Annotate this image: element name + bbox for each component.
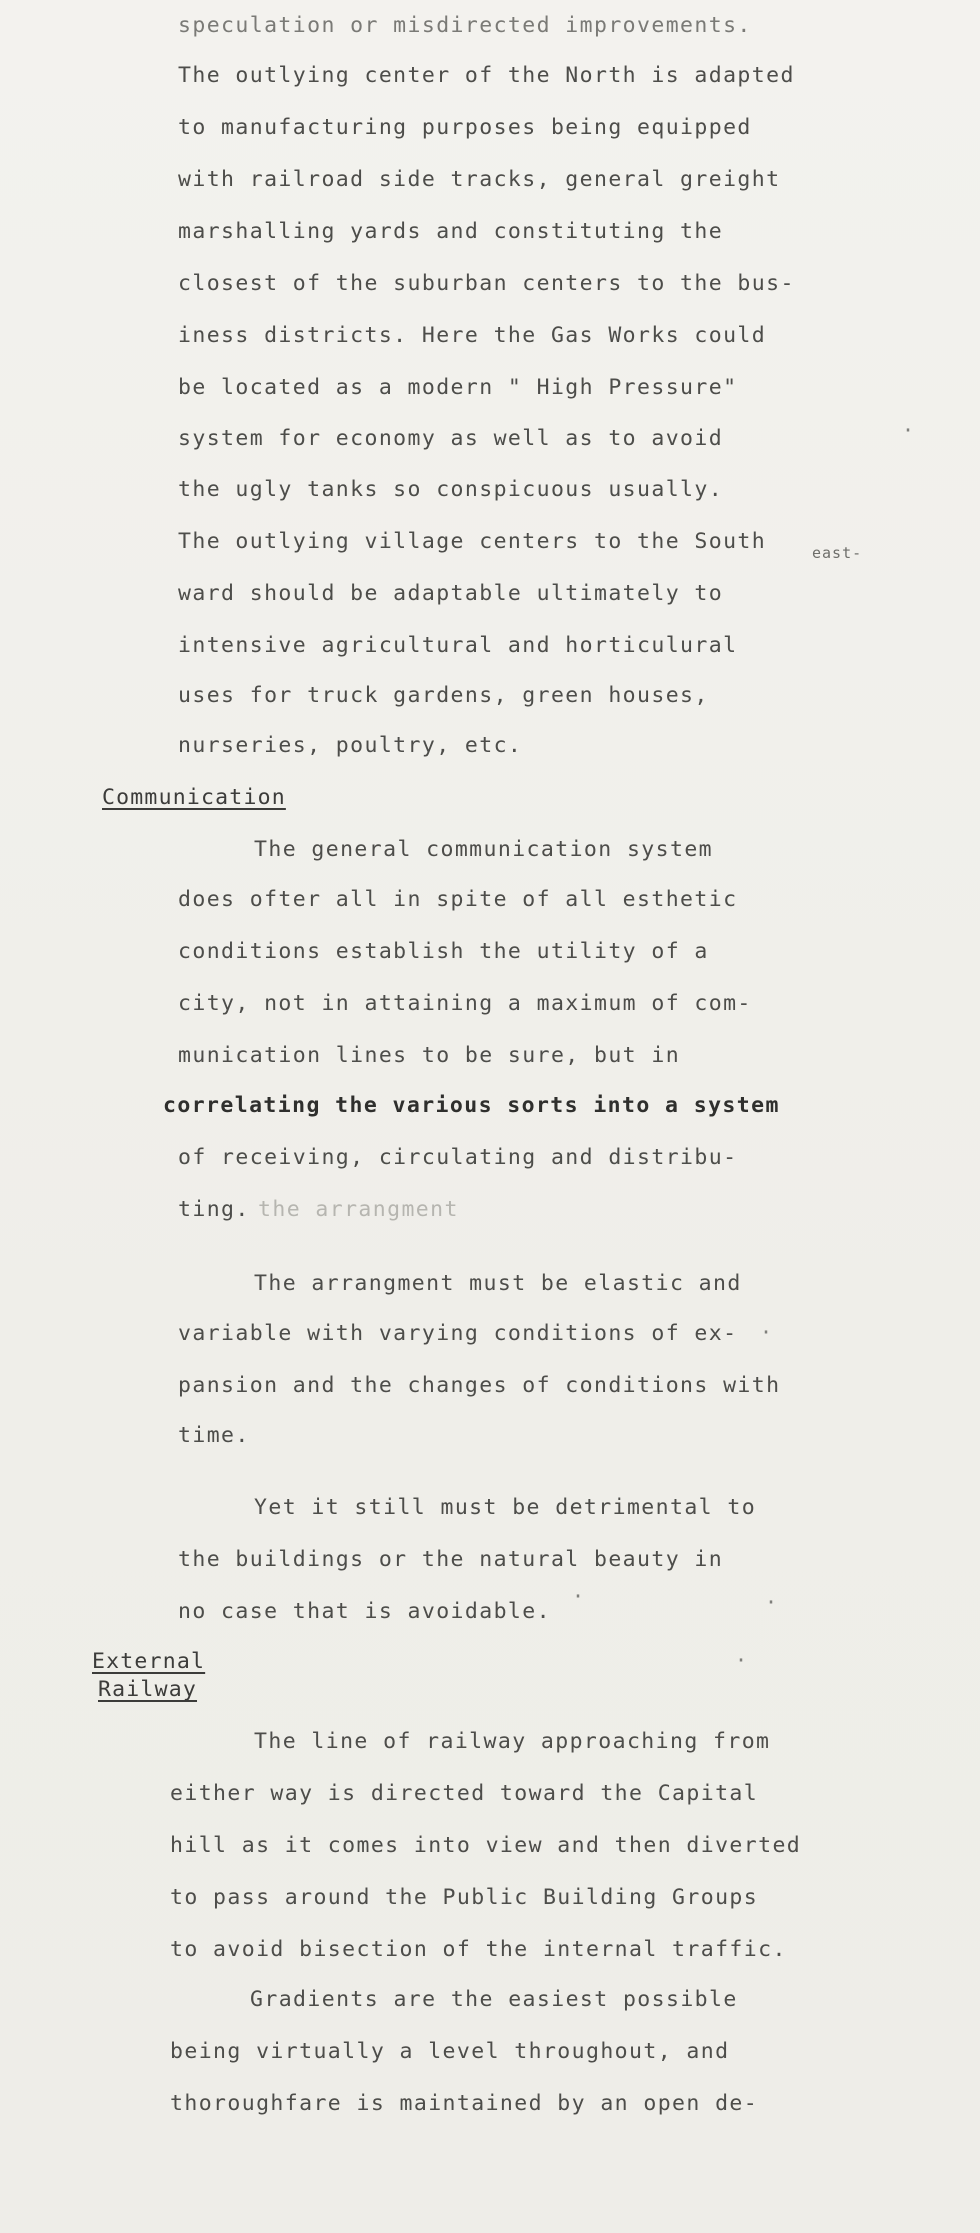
text-line: conditions establish the utility of a (178, 939, 709, 964)
section-heading-communication: Communication (102, 785, 286, 810)
text-line: no case that is avoidable. (178, 1599, 551, 1624)
text-line: closest of the suburban centers to the bus- (178, 271, 795, 296)
text-line: correlating the various sorts into a system (163, 1093, 780, 1118)
text-line: city, not in attaining a maximum of com- (178, 991, 752, 1016)
text-line: be located as a modern " High Pressure" (178, 375, 738, 400)
text-line: to manufacturing purposes being equipped (178, 115, 752, 140)
stray-mark: · (902, 418, 915, 442)
text-line: of receiving, circulating and distribu- (178, 1145, 738, 1170)
stray-mark: · (760, 1320, 773, 1344)
text-line: to avoid bisection of the internal traffic. (170, 1937, 787, 1962)
text-line: The arrangment must be elastic and (254, 1271, 742, 1296)
text-line: The line of railway approaching from (254, 1729, 771, 1754)
stray-mark: · (765, 1590, 778, 1614)
stray-mark: · (735, 1648, 748, 1672)
text-line: being virtually a level throughout, and (170, 2039, 730, 2064)
text-line: thoroughfare is maintained by an open de- (170, 2091, 759, 2116)
text-line: iness districts. Here the Gas Works could (178, 323, 767, 348)
text-line: with railroad side tracks, general greight (178, 167, 781, 192)
text-line: the buildings or the natural beauty in (178, 1547, 724, 1572)
stray-mark: · (572, 1584, 585, 1608)
text-line: munication lines to be sure, but in (178, 1043, 681, 1068)
text-line: Gradients are the easiest possible (250, 1987, 738, 2012)
text-line: The general communication system (254, 837, 714, 862)
text-line: ward should be adaptable ultimately to (178, 581, 724, 606)
text-line: variable with varying conditions of ex- (178, 1321, 738, 1346)
text-line: speculation or misdirected improvements. (178, 13, 752, 38)
text-line: nurseries, poultry, etc. (178, 733, 523, 758)
text-line: intensive agricultural and horticulural (178, 633, 738, 658)
text-line: either way is directed toward the Capital (170, 1781, 759, 1806)
text-line: does ofter all in spite of all esthetic (178, 887, 738, 912)
interlinear-correction: east- (812, 544, 863, 562)
text-line: hill as it comes into view and then diverted (170, 1833, 802, 1858)
text-line: the ugly tanks so conspicuous usually. (178, 477, 724, 502)
text-line: marshalling yards and constituting the (178, 219, 724, 244)
text-line: time. (178, 1423, 250, 1448)
text-line: to pass around the Public Building Groups (170, 1885, 759, 1910)
text-line: pansion and the changes of conditions with (178, 1373, 781, 1398)
text-line: Yet it still must be detrimental to (254, 1495, 757, 1520)
text-line: The outlying center of the North is adapted (178, 63, 795, 88)
text-line: ting. (178, 1197, 250, 1222)
text-line: system for economy as well as to avoid (178, 426, 724, 451)
text-line: uses for truck gardens, green houses, (178, 683, 709, 708)
struck-text: the arrangment (258, 1197, 459, 1222)
section-heading-external: External (92, 1649, 206, 1674)
section-heading-railway: Railway (98, 1677, 198, 1702)
text-line: The outlying village centers to the South (178, 529, 767, 554)
